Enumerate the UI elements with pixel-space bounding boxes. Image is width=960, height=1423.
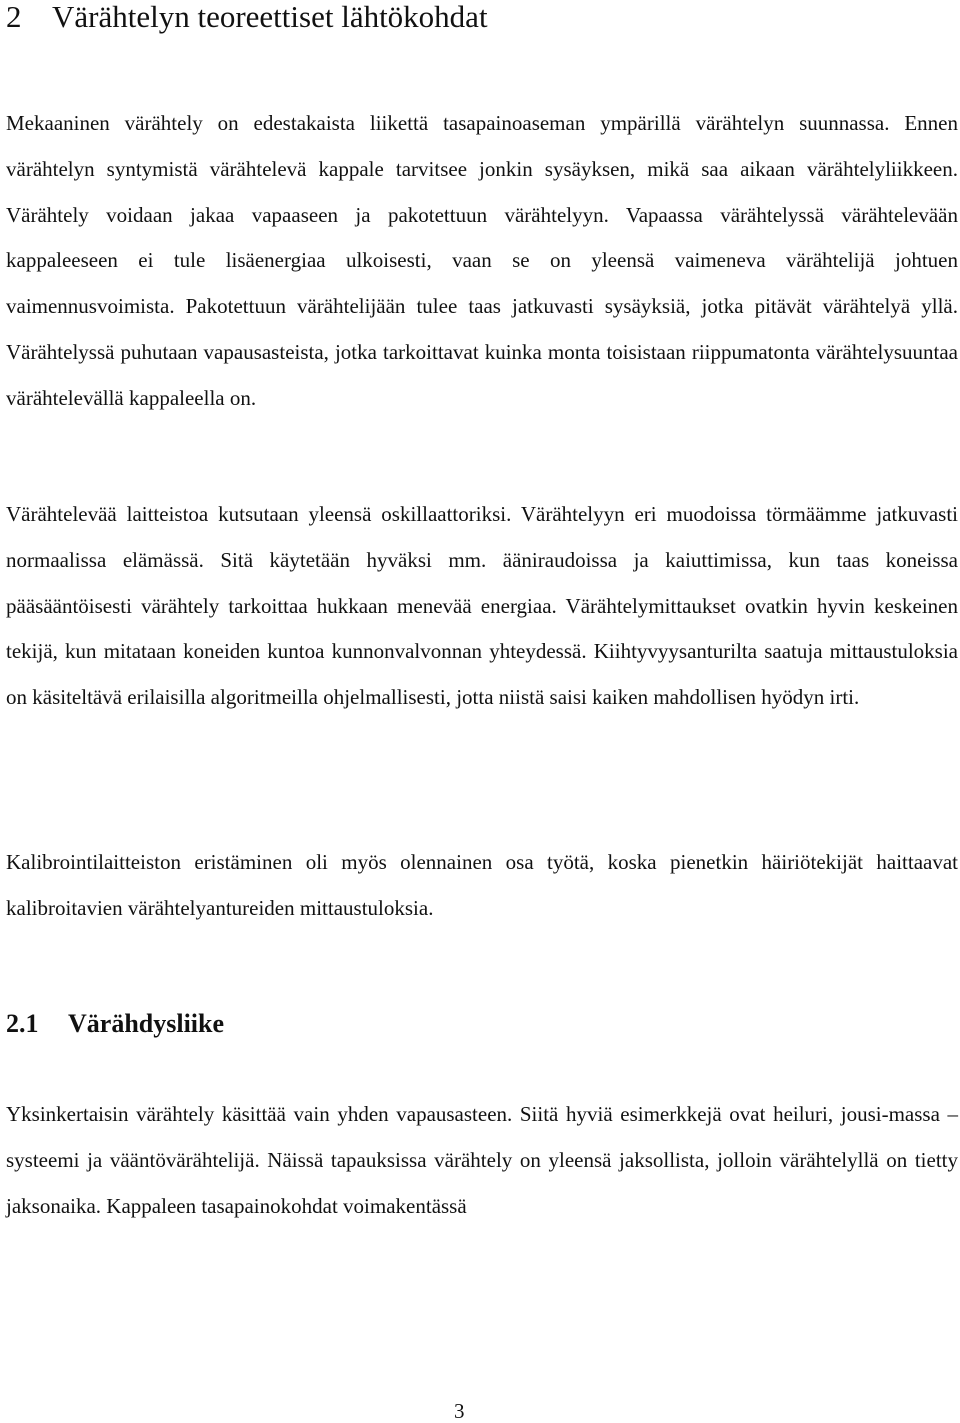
paragraph-oscillators: Värähtelevää laitteistoa kutsutaan yleensä oskillaattoriksi. Värähtelyyn eri muodoissa törmäämme jatkuvasti normaalissa elämässä. Sitä käytetään hyväksi mm. ääniraudoissa ja kaiuttimissa, kun taas koneissa pääsääntöisesti värähtely tarkoittaa hukkaan menevää energiaa. Värähtelymittaukset ovatkin hyvin keskeinen tekijä, kun mitataan koneiden kuntoa kunnonvalvonnan yhteydessä. Kiihtyvyysanturilta saatuja mittaustuloksia on käsiteltävä erilaisilla algoritmeilla ohjelmallisesti, jotta niistä saisi kaiken mahdollisen hyödyn irti. <box>6 502 958 710</box>
section-number: 2.1 <box>6 1009 39 1038</box>
section-heading <box>6 1007 224 1041</box>
paragraph-calibration-isolation: Kalibrointilaitteiston eristäminen oli myös olennainen osa työtä, koska pienetkin häiriötekijät haittaavat kalibroitavien värähtelyantureiden mittaustuloksia. <box>6 850 958 920</box>
chapter-number: 2 <box>6 0 22 34</box>
section-title-text: Värähdysliike <box>68 1009 225 1038</box>
page-number: 3 <box>454 1399 465 1423</box>
paragraph-vibration-definition: Mekaaninen värähtely on edestakaista liikettä tasapainoaseman ympärillä värähtelyn suunnassa. Ennen värähtelyn syntymistä värähtelevä kappale tarvitsee jonkin sysäyksen, mikä saa aikaan värähtelyliikkeen. Värähtely voidaan jakaa vapaaseen ja pakotettuun värähtelyyn. Vapaassa värähtelyssä värähtelevään kappaleeseen ei tule lisäenergiaa ulkoisesti, vaan se on yleensä vaimeneva värähtelijä johtuen vaimennusvoimista. Pakotettuun värähtelijään tulee taas jatkuvasti sysäyksiä, jotka pitävät värähtelyä yllä. Värähtelyssä puhutaan vapausasteista, jotka tarkoittavat kuinka monta toisistaan riippumatonta värähtelysuuntaa värähtelevällä kappaleella on. <box>6 111 958 410</box>
chapter-heading <box>6 0 488 34</box>
paragraph-single-degree-of-freedom: Yksinkertaisin värähtely käsittää vain yhden vapausasteen. Siitä hyviä esimerkkejä ovat heiluri, jousi-massa – systeemi ja vääntövärähtelijä. Näissä tapauksissa värähtely on yleensä jaksollista, jolloin värähtelyllä on tietty jaksonaika. Kappaleen tasapainokohdat voimakentässä <box>6 1102 958 1218</box>
chapter-title-text: Värähtelyn teoreettiset lähtökohdat <box>52 0 488 34</box>
